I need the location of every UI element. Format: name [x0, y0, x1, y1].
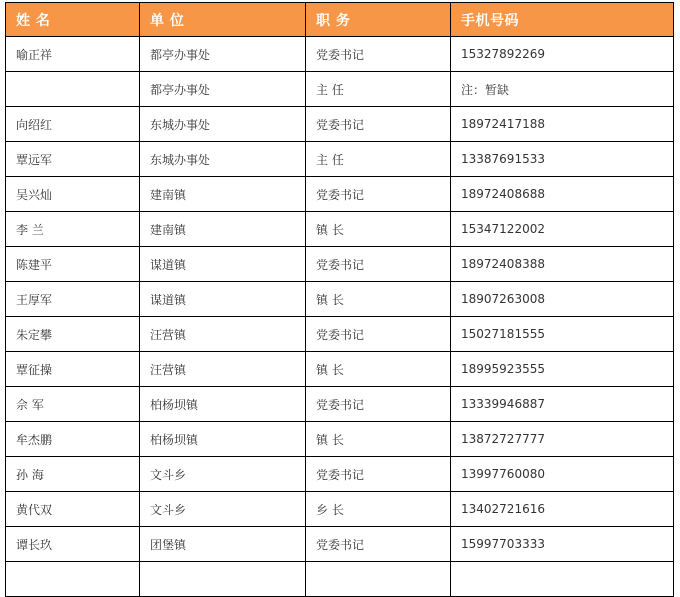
cell-name: 佘 军 — [6, 387, 140, 422]
cell-name: 吴兴灿 — [6, 177, 140, 212]
cell-unit: 柏杨坝镇 — [140, 422, 306, 457]
cell-unit: 建南镇 — [140, 212, 306, 247]
cell-phone: 18972408688 — [451, 177, 674, 212]
cell-phone: 18995923555 — [451, 352, 674, 387]
cell-unit: 东城办事处 — [140, 142, 306, 177]
header-position: 职 务 — [306, 3, 451, 37]
cell-unit: 文斗乡 — [140, 492, 306, 527]
cell-unit: 谋道镇 — [140, 247, 306, 282]
cell-name: 覃远军 — [6, 142, 140, 177]
table-row — [6, 282, 674, 317]
cell-name: 李 兰 — [6, 212, 140, 247]
table-row — [6, 422, 674, 457]
cell-phone: 注：暂缺 — [451, 72, 674, 107]
table-row — [6, 37, 674, 72]
table-row — [6, 247, 674, 282]
table-row — [6, 387, 674, 422]
header-row — [6, 3, 674, 37]
cell-unit — [140, 562, 306, 597]
table-row — [6, 492, 674, 527]
cell-position: 镇 长 — [306, 352, 451, 387]
cell-name: 黄代双 — [6, 492, 140, 527]
contact-table — [5, 2, 674, 597]
header-name: 姓 名 — [6, 3, 140, 37]
cell-name: 孙 海 — [6, 457, 140, 492]
cell-phone — [451, 562, 674, 597]
cell-position — [306, 562, 451, 597]
table-row — [6, 72, 674, 107]
cell-position: 乡 长 — [306, 492, 451, 527]
table-row — [6, 562, 674, 597]
cell-name — [6, 72, 140, 107]
cell-unit: 团堡镇 — [140, 527, 306, 562]
table-row — [6, 457, 674, 492]
cell-position: 主 任 — [306, 72, 451, 107]
contact-sheet — [5, 2, 673, 597]
cell-unit: 都亭办事处 — [140, 72, 306, 107]
cell-phone: 18907263008 — [451, 282, 674, 317]
cell-position: 镇 长 — [306, 212, 451, 247]
cell-position: 党委书记 — [306, 457, 451, 492]
cell-phone: 13339946887 — [451, 387, 674, 422]
table-row — [6, 352, 674, 387]
cell-position: 党委书记 — [306, 107, 451, 142]
table-row — [6, 212, 674, 247]
cell-position: 镇 长 — [306, 422, 451, 457]
cell-position: 镇 长 — [306, 282, 451, 317]
cell-position: 党委书记 — [306, 387, 451, 422]
table-row — [6, 177, 674, 212]
cell-unit: 东城办事处 — [140, 107, 306, 142]
cell-position: 党委书记 — [306, 37, 451, 72]
cell-name: 喻正祥 — [6, 37, 140, 72]
header-phone: 手机号码 — [451, 3, 674, 37]
cell-phone: 15027181555 — [451, 317, 674, 352]
cell-unit: 柏杨坝镇 — [140, 387, 306, 422]
cell-name: 王厚军 — [6, 282, 140, 317]
cell-position: 党委书记 — [306, 527, 451, 562]
cell-phone: 15327892269 — [451, 37, 674, 72]
cell-name: 朱定攀 — [6, 317, 140, 352]
cell-phone: 13997760080 — [451, 457, 674, 492]
cell-phone: 18972408388 — [451, 247, 674, 282]
cell-name: 谭长玖 — [6, 527, 140, 562]
cell-phone: 13387691533 — [451, 142, 674, 177]
cell-unit: 建南镇 — [140, 177, 306, 212]
cell-phone: 13872727777 — [451, 422, 674, 457]
cell-unit: 汪营镇 — [140, 317, 306, 352]
cell-position: 党委书记 — [306, 177, 451, 212]
cell-unit: 谋道镇 — [140, 282, 306, 317]
cell-unit: 文斗乡 — [140, 457, 306, 492]
cell-unit: 汪营镇 — [140, 352, 306, 387]
cell-name: 牟杰鹏 — [6, 422, 140, 457]
table-row — [6, 142, 674, 177]
cell-phone: 13402721616 — [451, 492, 674, 527]
cell-name: 向绍红 — [6, 107, 140, 142]
cell-name: 陈建平 — [6, 247, 140, 282]
cell-unit: 都亭办事处 — [140, 37, 306, 72]
table-row — [6, 107, 674, 142]
cell-phone: 15997703333 — [451, 527, 674, 562]
cell-phone: 15347122002 — [451, 212, 674, 247]
table-row — [6, 317, 674, 352]
cell-name — [6, 562, 140, 597]
table-row — [6, 527, 674, 562]
cell-phone: 18972417188 — [451, 107, 674, 142]
header-unit: 单 位 — [140, 3, 306, 37]
cell-position: 主 任 — [306, 142, 451, 177]
cell-name: 覃征操 — [6, 352, 140, 387]
cell-position: 党委书记 — [306, 247, 451, 282]
cell-position: 党委书记 — [306, 317, 451, 352]
